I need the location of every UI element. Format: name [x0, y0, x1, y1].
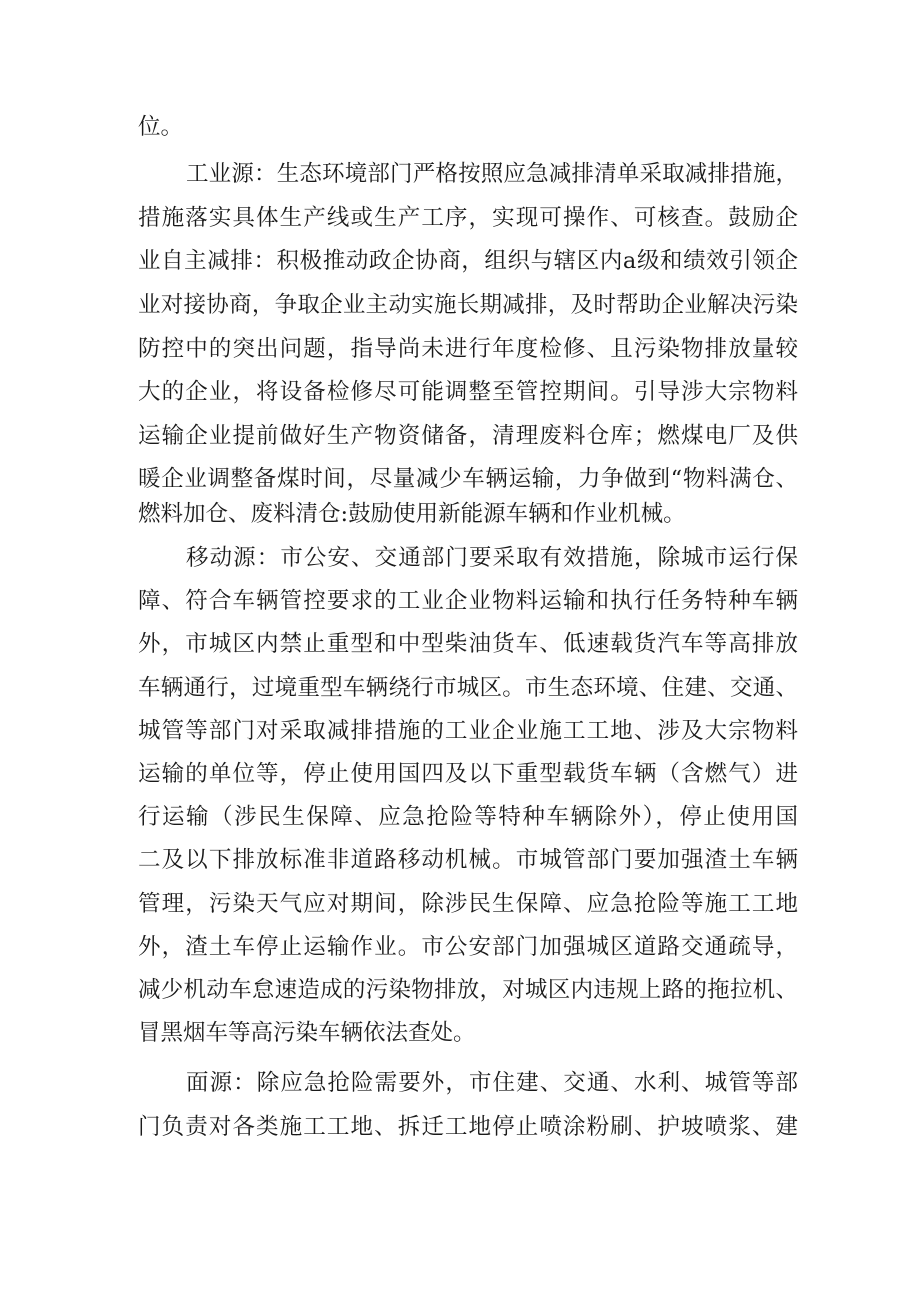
- text-line: 门负责对各类施工工地、拆迁工地停止喷涂粉刷、护坡喷浆、建: [138, 1114, 798, 1140]
- text-line: 管理，污染天气应对期间，除涉民生保障、应急抢险等施工工地: [138, 891, 798, 917]
- text-line: 障、符合车辆管控要求的工业企业物料运输和执行任务特种车辆: [138, 588, 798, 614]
- text-line: 城管等部门对采取减排措施的工业企业施工工地、涉及大宗物料: [138, 718, 798, 744]
- text-line: 运输企业提前做好生产物资储备，清理废料仓库；燃煤电厂及供: [138, 423, 798, 449]
- text-line: 车辆通行，过境重型车辆绕行市城区。市生态环境、住建、交通、: [138, 675, 798, 701]
- text-line: 运输的单位等，停止使用国四及以下重型载货车辆（含燃气）进: [138, 761, 798, 787]
- text-line: 暖企业调整备煤时间，尽量减少车辆运输，力争做到“物料满仓、: [138, 466, 798, 492]
- text-line: 防控中的突出问题，指导尚未进行年度检修、且污染物排放量较: [138, 336, 798, 362]
- text-line: 业对接协商，争取企业主动实施长期减排，及时帮助企业解决污染: [138, 292, 798, 318]
- text-line: 大的企业，将设备检修尽可能调整至管控期间。引导涉大宗物料: [138, 379, 798, 405]
- text-line: 冒黑烟车等高污染车辆依法查处。: [138, 1020, 476, 1046]
- text-line: 行运输（涉民生保障、应急抢险等特种车辆除外），停止使用国: [138, 804, 798, 830]
- text-line: 位。: [138, 114, 184, 140]
- text-line: 措施落实具体生产线或生产工序，实现可操作、可核查。鼓励企: [138, 205, 798, 231]
- text-line: 业自主减排：积极推动政企协商，组织与辖区内a级和绩效引领企: [138, 248, 798, 274]
- text-line: 外，渣土车停止运输作业。市公安部门加强城区道路交通疏导，: [138, 934, 798, 960]
- text-line: 外，市城区内禁止重型和中型柴油货车、低速载货汽车等高排放: [138, 631, 798, 657]
- text-line: 减少机动车怠速造成的污染物排放，对城区内违规上路的拖拉机、: [138, 977, 798, 1003]
- text-line: 二及以下排放标准非道路移动机械。市城管部门要加强渣土车辆: [138, 847, 798, 873]
- paragraph-first-line: 移动源：市公安、交通部门要采取有效措施，除城市运行保: [186, 545, 798, 571]
- paragraph-first-line: 面源：除应急抢险需要外，市住建、交通、水利、城管等部: [186, 1070, 798, 1096]
- text-line: 燃料加仓、废料清仓:鼓励使用新能源车辆和作业机械。: [138, 501, 686, 527]
- paragraph-first-line: 工业源：生态环境部门严格按照应急减排清单采取减排措施，: [186, 161, 798, 187]
